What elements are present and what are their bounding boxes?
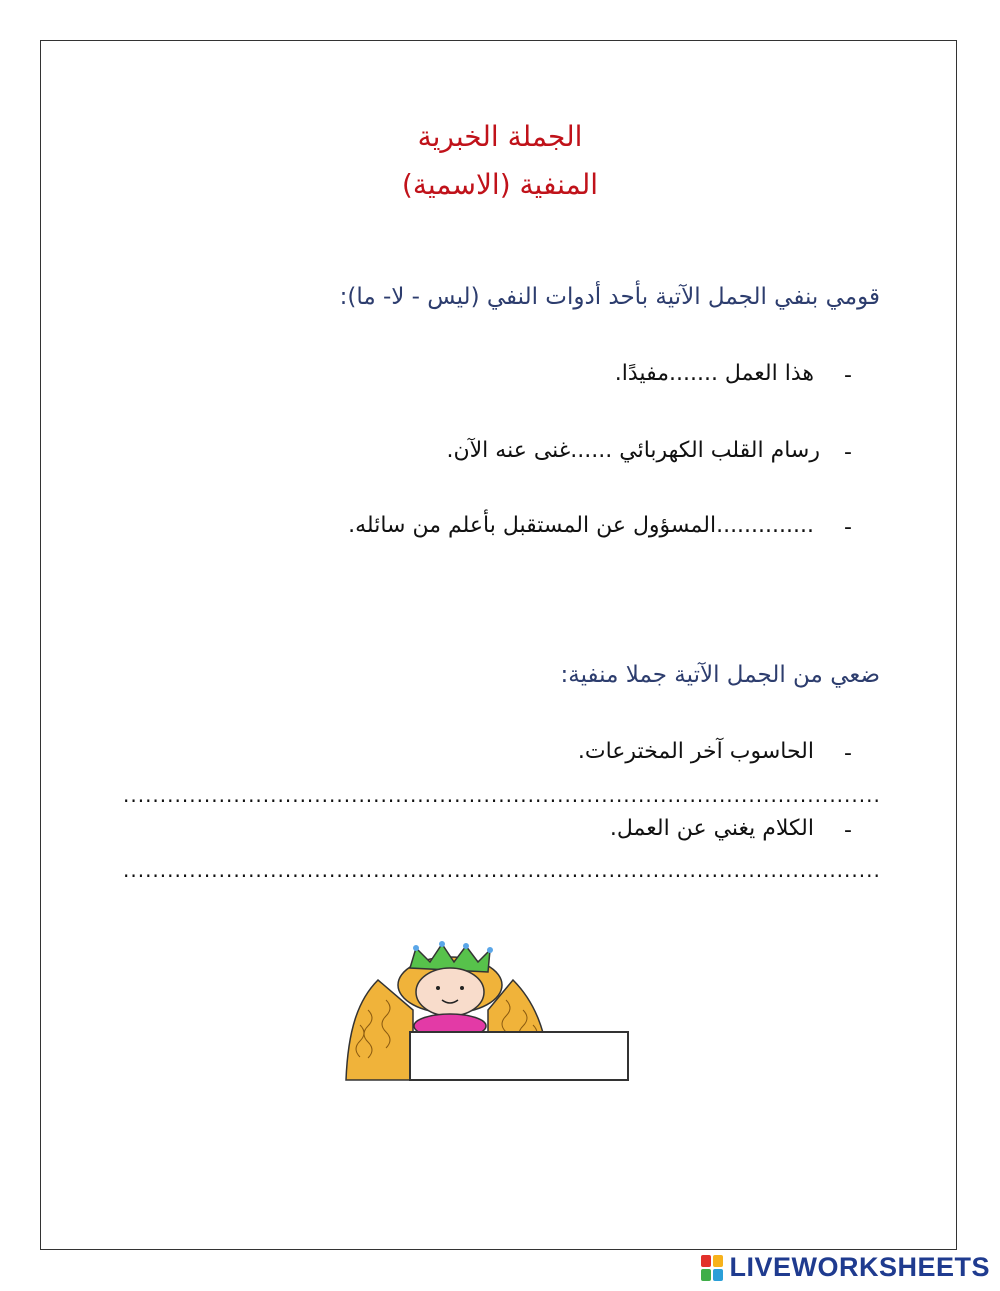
answer-line-2[interactable] xyxy=(123,857,880,883)
bullet-dash: - xyxy=(844,515,852,540)
bullet-dash: - xyxy=(844,741,852,766)
answer-line-1[interactable] xyxy=(123,782,880,808)
princess-illustration xyxy=(338,940,638,1090)
bullet-dash: - xyxy=(844,818,852,843)
liveworksheets-logo xyxy=(701,1252,990,1283)
exercise-item-1: هذا العمل .......مفيدًا. xyxy=(614,361,814,386)
section1-instruction: قومي بنفي الجمل الآتية بأحد أدوات النفي (ليس - لا- ما): xyxy=(339,284,880,310)
worksheet-title-line1: الجملة الخبرية xyxy=(417,120,583,153)
exercise-item-2: رسام القلب الكهربائي ......غنى عنه الآن. xyxy=(446,438,820,463)
exercise-item-5: الكلام يغني عن العمل. xyxy=(609,816,814,841)
worksheet-title-line2: المنفية (الاسمية) xyxy=(401,168,599,201)
exercise-item-4: الحاسوب آخر المخترعات. xyxy=(577,739,814,764)
bullet-dash: - xyxy=(844,363,852,388)
section2-instruction: ضعي من الجمل الآتية جملا منفية: xyxy=(560,662,880,688)
logo-text: LIVEWORKSHEETS xyxy=(729,1252,990,1282)
logo-icon xyxy=(701,1255,723,1281)
exercise-item-3: ..............المسؤول عن المستقبل بأعلم من سائله. xyxy=(348,513,814,538)
bullet-dash: - xyxy=(844,440,852,465)
